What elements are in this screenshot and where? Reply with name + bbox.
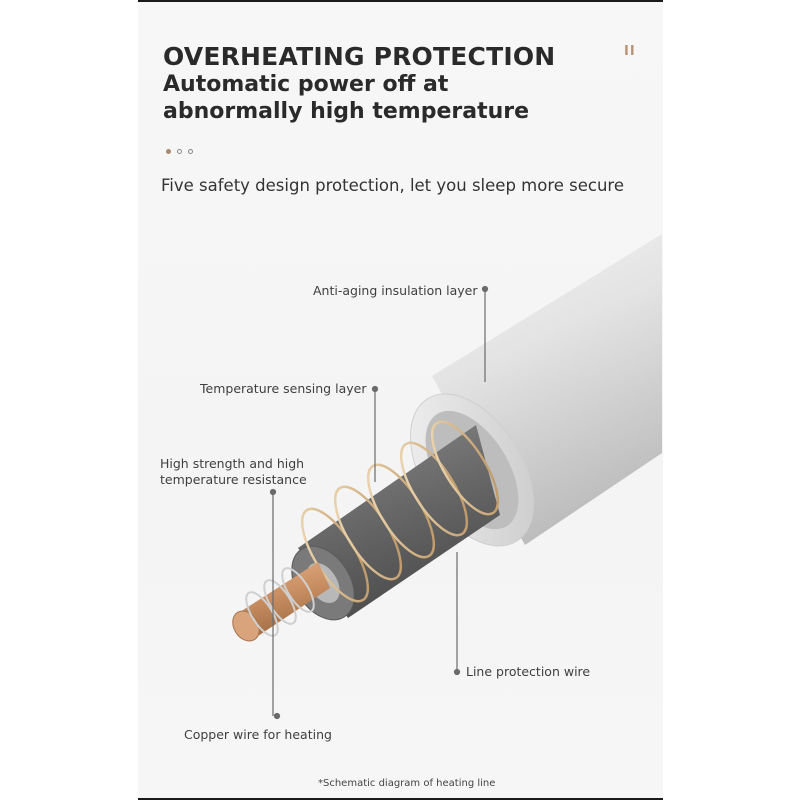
label-line-protection: Line protection wire — [466, 664, 591, 679]
page-subtitle: Automatic power off at abnormally high temperature — [163, 72, 530, 124]
page-title: OVERHEATING PROTECTION — [163, 42, 556, 71]
label-high-strength: High strength and high temperature resistance — [160, 456, 307, 487]
label-anti-aging-insulation: Anti-aging insulation layer — [313, 283, 478, 298]
tagline: Five safety design protection, let you sleep more secure — [161, 176, 624, 195]
label-copper-wire: Copper wire for heating — [184, 727, 332, 742]
schematic-caption: *Schematic diagram of heating line — [318, 778, 496, 789]
label-temperature-sensing: Temperature sensing layer — [200, 381, 367, 396]
pause-icon[interactable]: II — [624, 44, 636, 59]
